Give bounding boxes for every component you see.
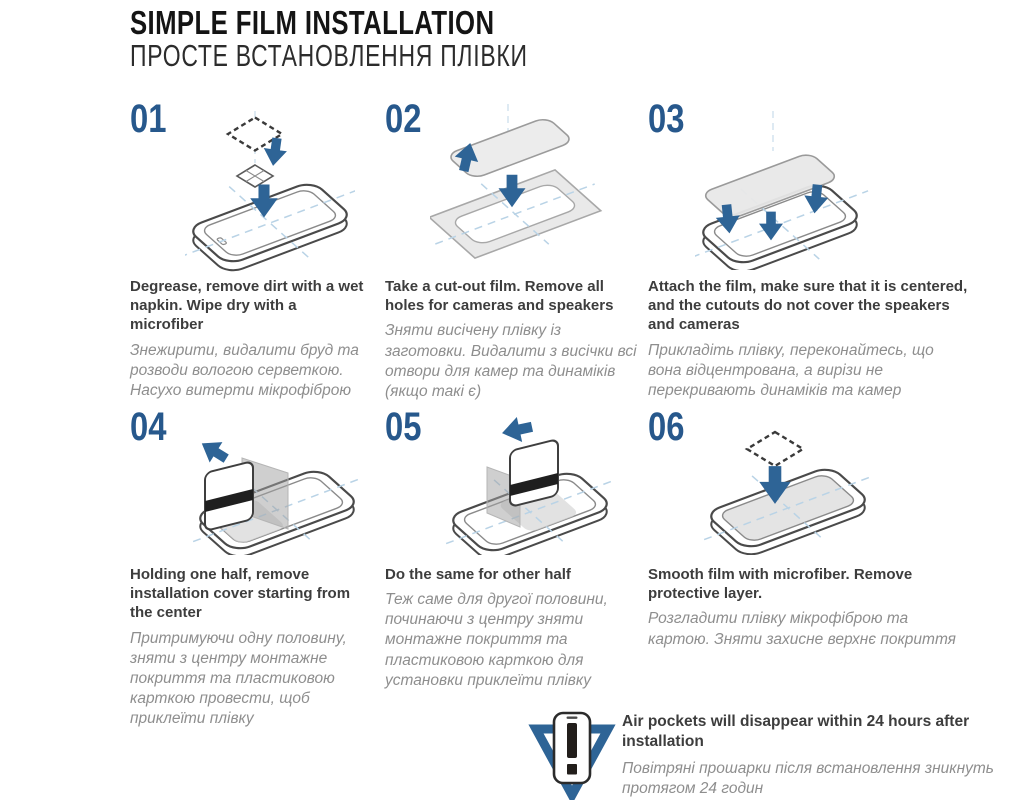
- page-title: SIMPLE FILM INSTALLATION: [130, 4, 495, 41]
- step-03-illustration: [695, 105, 870, 270]
- step-04-text: [130, 565, 370, 729]
- installation-card: [510, 439, 558, 507]
- phone-illustration: [700, 444, 880, 555]
- step-02-illustration: [430, 100, 615, 270]
- step-01-instruction-ua: Знежирити, видалити бруд та розводи вологою серветкою. Насухо витерти мікрофіброю: [130, 341, 359, 399]
- step-02-number: 02: [385, 97, 422, 141]
- step-04-instruction-ua: Притримуючи одну половину, зняти з центру монтажне покриття та пластиковою карткою провести, щоб приклеїти плівку: [130, 629, 347, 728]
- up-left-arrow-icon: [195, 433, 232, 469]
- step-01-number: 01: [130, 97, 167, 141]
- step-01-instruction-en: Degrease, remove dirt with a wet napkin. Wipe dry with a microfiber: [130, 278, 364, 334]
- step-06-instruction-ua: Розгладити плівку мікрофіброю та картою. Зняти захисне верхнє покриття: [648, 610, 956, 648]
- warning-text-en: Air pockets will disappear within 24 hours after installation: [622, 713, 970, 751]
- step-06-text: [648, 565, 970, 650]
- exclamation-icon: [567, 723, 577, 775]
- air-pocket-warning-icon: [528, 708, 616, 800]
- installation-card: [205, 461, 253, 531]
- step-03-number: 03: [648, 97, 685, 141]
- step-06-number: 06: [648, 405, 685, 449]
- microfiber-icon: [747, 432, 803, 466]
- left-arrow-icon: [499, 415, 534, 446]
- step-02-instruction-ua: Зняти висічену плівку із заготовки. Видалити з висічки всі отвори для камер та динаміків (якщо такі є): [385, 322, 637, 400]
- step-06-illustration: [700, 415, 880, 555]
- step-06-instruction-en: Smooth film with microfiber. Remove protective layer.: [648, 566, 913, 603]
- step-05-number: 05: [385, 405, 422, 449]
- speaker-icon: [567, 717, 578, 719]
- step-05-text: [385, 565, 637, 691]
- step-01-illustration: [185, 105, 355, 273]
- warning-text: [622, 712, 1022, 800]
- step-05-instruction-ua: Теж саме для другої половини, починаючи з центру зняти монтажне покриття та пластиковою карткою для установки приклеїти плівку: [385, 591, 608, 689]
- step-04-number: 04: [130, 405, 167, 449]
- warning-text-ua: Повітряні прошарки після встановлення зникнуть протягом 24 годин: [622, 760, 994, 798]
- step-02-instruction-en: Take a cut-out film. Remove all holes for cameras and speakers: [385, 278, 614, 315]
- step-03-text: [648, 277, 970, 401]
- step-04-illustration: [185, 415, 365, 555]
- phone-illustration: [185, 152, 355, 273]
- step-04-instruction-en: Holding one half, remove installation cover starting from the center: [130, 566, 351, 622]
- page-subtitle: ПРОСТЕ ВСТАНОВЛЕННЯ ПЛІВКИ: [130, 38, 528, 73]
- step-05-illustration: [440, 415, 620, 555]
- film-backing-sheet: [430, 154, 615, 270]
- step-03-instruction-ua: Прикладіть плівку, переконайтесь, що вона відцентрована, а вирізи не перекривають динаміків та камер: [648, 341, 934, 399]
- step-03-instruction-en: Attach the film, make sure that it is centered, and the cutouts do not cover the speakers and cameras: [648, 278, 968, 334]
- step-05-instruction-en: Do the same for other half: [385, 566, 571, 583]
- microfiber-icon: [237, 165, 273, 187]
- step-01-text: [130, 277, 370, 401]
- step-02-text: [385, 277, 637, 402]
- header: [130, 6, 667, 73]
